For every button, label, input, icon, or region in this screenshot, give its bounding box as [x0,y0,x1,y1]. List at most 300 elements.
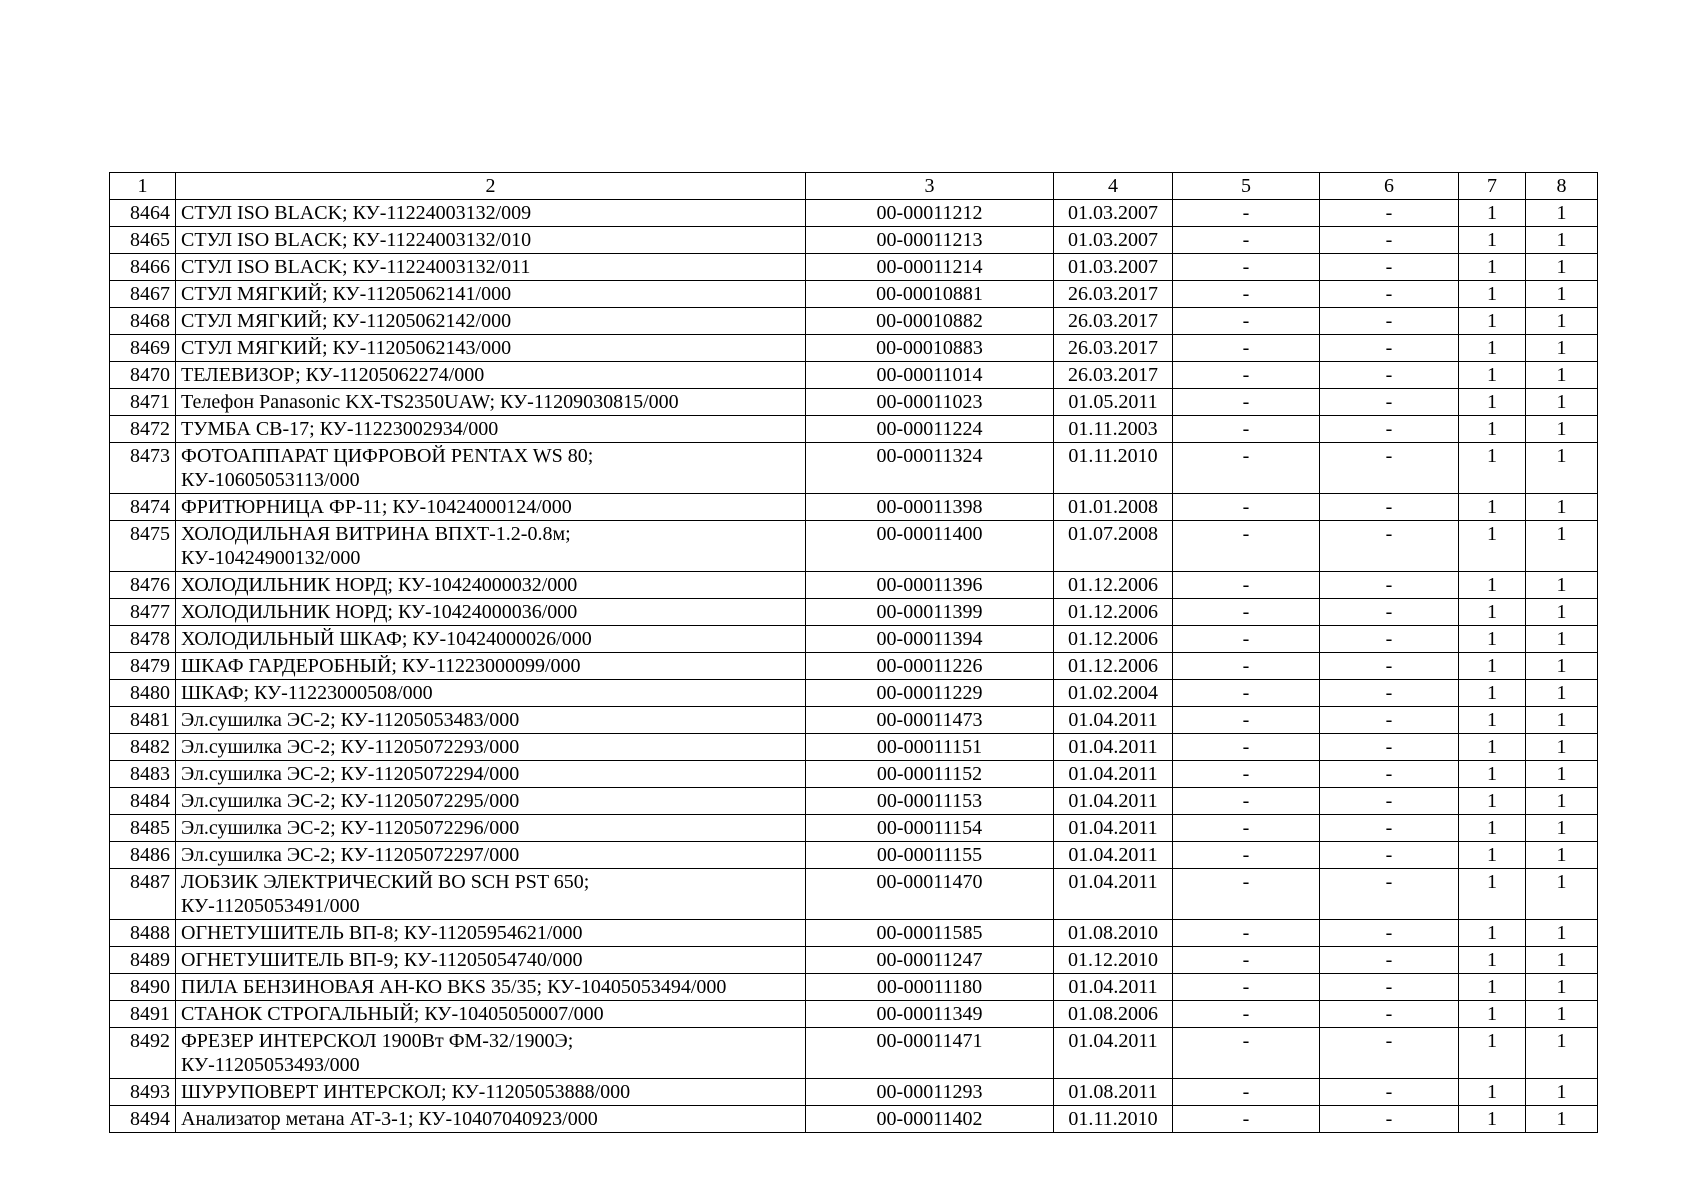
column-7-cell: 1 [1459,389,1526,416]
item-name-line: КУ-11205053493/000 [181,1054,360,1076]
column-5-cell: - [1173,920,1320,947]
date-cell: 01.08.2011 [1054,1079,1173,1106]
column-header-1: 1 [110,173,176,200]
column-8-cell: 1 [1526,335,1598,362]
item-name-line: ХОЛОДИЛЬНЫЙ ШКАФ; КУ-10424000026/000 [181,628,592,650]
item-name-line: Телефон Panasonic KX-TS2350UAW; КУ-11209030815/000 [181,391,679,413]
item-name-line: СТАНОК СТРОГАЛЬНЫЙ; КУ-10405050007/000 [181,1003,604,1025]
column-7-cell: 1 [1459,974,1526,1001]
date-cell: 01.11.2010 [1054,443,1173,494]
column-6-cell: - [1320,254,1459,281]
header-row [110,173,1598,200]
table-row [110,599,1598,626]
column-7-cell: 1 [1459,761,1526,788]
item-name-cell [176,707,806,734]
column-6-cell: - [1320,947,1459,974]
row-number-cell: 8479 [110,653,176,680]
column-7-cell: 1 [1459,869,1526,920]
date-cell: 01.04.2011 [1054,761,1173,788]
table-row [110,1028,1598,1079]
date-cell: 01.12.2010 [1054,947,1173,974]
item-name-line: ОГНЕТУШИТЕЛЬ ВП-9; КУ-11205054740/000 [181,949,583,971]
column-7-cell: 1 [1459,788,1526,815]
item-name-line: СТУЛ МЯГКИЙ; КУ-11205062143/000 [181,337,512,359]
item-name-line: КУ-10605053113/000 [181,469,360,491]
column-6-cell: - [1320,416,1459,443]
date-cell: 01.04.2011 [1054,1028,1173,1079]
column-8-cell: 1 [1526,653,1598,680]
table-body [110,200,1598,1133]
inventory-code-cell: 00-00011324 [806,443,1054,494]
row-number-cell: 8477 [110,599,176,626]
inventory-code-cell: 00-00011224 [806,416,1054,443]
inventory-code-cell: 00-00011152 [806,761,1054,788]
table-row [110,254,1598,281]
column-5-cell: - [1173,281,1320,308]
column-header-7: 7 [1459,173,1526,200]
item-name-cell [176,626,806,653]
table-row [110,200,1598,227]
row-number-cell: 8473 [110,443,176,494]
inventory-code-cell: 00-00011212 [806,200,1054,227]
column-5-cell: - [1173,869,1320,920]
item-name-line: СТУЛ МЯГКИЙ; КУ-11205062142/000 [181,310,512,332]
column-5-cell: - [1173,761,1320,788]
table-row [110,227,1598,254]
table-row [110,626,1598,653]
column-8-cell: 1 [1526,815,1598,842]
column-header-4: 4 [1054,173,1173,200]
inventory-code-cell: 00-00011154 [806,815,1054,842]
date-cell: 01.05.2011 [1054,389,1173,416]
table-row [110,788,1598,815]
column-5-cell: - [1173,200,1320,227]
column-8-cell: 1 [1526,416,1598,443]
column-6-cell: - [1320,626,1459,653]
column-header-5: 5 [1173,173,1320,200]
date-cell: 26.03.2017 [1054,281,1173,308]
column-6-cell: - [1320,842,1459,869]
item-name-line: Эл.сушилка ЭС-2; КУ-11205072296/000 [181,817,520,839]
item-name-line: Эл.сушилка ЭС-2; КУ-11205072295/000 [181,790,520,812]
column-8-cell: 1 [1526,947,1598,974]
date-cell: 01.12.2006 [1054,572,1173,599]
item-name-line: Эл.сушилка ЭС-2; КУ-11205072297/000 [181,844,520,866]
column-8-cell: 1 [1526,281,1598,308]
item-name-line: СТУЛ ISO BLACK; КУ-11224003132/010 [181,229,532,251]
row-number-cell: 8493 [110,1079,176,1106]
inventory-code-cell: 00-00010881 [806,281,1054,308]
column-7-cell: 1 [1459,362,1526,389]
table-row [110,869,1598,920]
item-name-cell [176,254,806,281]
column-6-cell: - [1320,1079,1459,1106]
item-name-line: ФОТОАППАРАТ ЦИФРОВОЙ PENTAX WS 80; [181,445,594,467]
column-8-cell: 1 [1526,572,1598,599]
item-name-cell [176,842,806,869]
inventory-code-cell: 00-00011470 [806,869,1054,920]
column-7-cell: 1 [1459,521,1526,572]
column-6-cell: - [1320,869,1459,920]
table-row [110,947,1598,974]
table-row [110,815,1598,842]
column-8-cell: 1 [1526,362,1598,389]
inventory-code-cell: 00-00011226 [806,653,1054,680]
inventory-code-cell: 00-00011229 [806,680,1054,707]
item-name-line: ФРЕЗЕР ИНТЕРСКОЛ 1900Вт ФМ-32/1900Э; [181,1030,574,1052]
column-8-cell: 1 [1526,869,1598,920]
item-name-line: ЛОБЗИК ЭЛЕКТРИЧЕСКИЙ BO SCH PST 650; [181,871,590,893]
item-name-cell [176,599,806,626]
column-8-cell: 1 [1526,974,1598,1001]
inventory-code-cell: 00-00011180 [806,974,1054,1001]
column-6-cell: - [1320,389,1459,416]
inventory-code-cell: 00-00011151 [806,734,1054,761]
inventory-code-cell: 00-00011585 [806,920,1054,947]
column-8-cell: 1 [1526,254,1598,281]
column-6-cell: - [1320,734,1459,761]
item-name-line: Анализатор метана АТ-3-1; КУ-10407040923/000 [181,1108,598,1130]
item-name-cell [176,362,806,389]
column-8-cell: 1 [1526,1001,1598,1028]
column-6-cell: - [1320,1028,1459,1079]
column-6-cell: - [1320,599,1459,626]
column-8-cell: 1 [1526,227,1598,254]
column-6-cell: - [1320,308,1459,335]
item-name-line: КУ-10424900132/000 [181,547,361,569]
column-5-cell: - [1173,1028,1320,1079]
column-8-cell: 1 [1526,1028,1598,1079]
item-name-line: ПИЛА БЕНЗИНОВАЯ АН-КО BKS 35/35; КУ-10405053494/000 [181,976,727,998]
item-name-cell [176,1079,806,1106]
item-name-cell [176,815,806,842]
item-name-cell [176,947,806,974]
column-6-cell: - [1320,653,1459,680]
column-8-cell: 1 [1526,734,1598,761]
row-number-cell: 8489 [110,947,176,974]
column-5-cell: - [1173,707,1320,734]
column-7-cell: 1 [1459,335,1526,362]
column-5-cell: - [1173,308,1320,335]
column-5-cell: - [1173,815,1320,842]
column-8-cell: 1 [1526,788,1598,815]
column-6-cell: - [1320,335,1459,362]
column-8-cell: 1 [1526,707,1598,734]
column-8-cell: 1 [1526,842,1598,869]
column-7-cell: 1 [1459,443,1526,494]
column-5-cell: - [1173,362,1320,389]
item-name-cell [176,443,806,494]
column-5-cell: - [1173,680,1320,707]
row-number-cell: 8484 [110,788,176,815]
row-number-cell: 8490 [110,974,176,1001]
column-7-cell: 1 [1459,200,1526,227]
row-number-cell: 8483 [110,761,176,788]
item-name-line: ТУМБА СВ-17; КУ-11223002934/000 [181,418,499,440]
date-cell: 26.03.2017 [1054,308,1173,335]
table-row [110,521,1598,572]
table-row [110,335,1598,362]
row-number-cell: 8466 [110,254,176,281]
column-7-cell: 1 [1459,572,1526,599]
column-6-cell: - [1320,200,1459,227]
row-number-cell: 8480 [110,680,176,707]
column-5-cell: - [1173,1079,1320,1106]
column-8-cell: 1 [1526,680,1598,707]
date-cell: 01.12.2006 [1054,626,1173,653]
column-5-cell: - [1173,443,1320,494]
item-name-cell [176,1106,806,1133]
item-name-line: ХОЛОДИЛЬНАЯ ВИТРИНА ВПХТ-1.2-0.8м; [181,523,571,545]
inventory-code-cell: 00-00011396 [806,572,1054,599]
date-cell: 01.02.2004 [1054,680,1173,707]
column-7-cell: 1 [1459,1079,1526,1106]
inventory-code-cell: 00-00011023 [806,389,1054,416]
table-row [110,680,1598,707]
table-row [110,974,1598,1001]
column-5-cell: - [1173,788,1320,815]
date-cell: 01.04.2011 [1054,974,1173,1001]
date-cell: 01.03.2007 [1054,200,1173,227]
date-cell: 01.11.2010 [1054,1106,1173,1133]
inventory-code-cell: 00-00011247 [806,947,1054,974]
inventory-code-cell: 00-00011349 [806,1001,1054,1028]
item-name-cell [176,1028,806,1079]
row-number-cell: 8472 [110,416,176,443]
column-8-cell: 1 [1526,494,1598,521]
item-name-cell [176,920,806,947]
row-number-cell: 8485 [110,815,176,842]
column-7-cell: 1 [1459,815,1526,842]
item-name-cell [176,521,806,572]
date-cell: 01.12.2006 [1054,599,1173,626]
inventory-code-cell: 00-00011213 [806,227,1054,254]
column-5-cell: - [1173,1106,1320,1133]
column-5-cell: - [1173,1001,1320,1028]
column-8-cell: 1 [1526,200,1598,227]
column-8-cell: 1 [1526,761,1598,788]
table-row [110,1001,1598,1028]
row-number-cell: 8475 [110,521,176,572]
date-cell: 26.03.2017 [1054,362,1173,389]
row-number-cell: 8482 [110,734,176,761]
table-row [110,842,1598,869]
row-number-cell: 8471 [110,389,176,416]
item-name-line: СТУЛ ISO BLACK; КУ-11224003132/011 [181,256,531,278]
date-cell: 01.04.2011 [1054,815,1173,842]
column-5-cell: - [1173,947,1320,974]
inventory-code-cell: 00-00011398 [806,494,1054,521]
table-row [110,572,1598,599]
row-number-cell: 8488 [110,920,176,947]
column-6-cell: - [1320,362,1459,389]
column-7-cell: 1 [1459,254,1526,281]
column-7-cell: 1 [1459,599,1526,626]
item-name-cell [176,788,806,815]
inventory-code-cell: 00-00011214 [806,254,1054,281]
column-8-cell: 1 [1526,308,1598,335]
date-cell: 01.03.2007 [1054,227,1173,254]
item-name-line: ШКАФ ГАРДЕРОБНЫЙ; КУ-11223000099/000 [181,655,581,677]
inventory-code-cell: 00-00011471 [806,1028,1054,1079]
column-5-cell: - [1173,494,1320,521]
column-header-3: 3 [806,173,1054,200]
item-name-line: СТУЛ ISO BLACK; КУ-11224003132/009 [181,202,532,224]
item-name-line: КУ-11205053491/000 [181,895,360,917]
item-name-cell [176,1001,806,1028]
row-number-cell: 8478 [110,626,176,653]
date-cell: 01.04.2011 [1054,869,1173,920]
inventory-code-cell: 00-00011153 [806,788,1054,815]
column-7-cell: 1 [1459,1028,1526,1079]
column-6-cell: - [1320,788,1459,815]
table-row [110,308,1598,335]
item-name-line: СТУЛ МЯГКИЙ; КУ-11205062141/000 [181,283,512,305]
date-cell: 01.11.2003 [1054,416,1173,443]
table-row [110,362,1598,389]
item-name-cell [176,281,806,308]
item-name-cell [176,227,806,254]
date-cell: 01.04.2011 [1054,734,1173,761]
column-6-cell: - [1320,707,1459,734]
column-7-cell: 1 [1459,947,1526,974]
inventory-code-cell: 00-00011155 [806,842,1054,869]
item-name-line: ХОЛОДИЛЬНИК НОРД; КУ-10424000036/000 [181,601,578,623]
column-header-2: 2 [176,173,806,200]
column-8-cell: 1 [1526,1106,1598,1133]
date-cell: 01.04.2011 [1054,707,1173,734]
table-row [110,707,1598,734]
item-name-line: ШКАФ; КУ-11223000508/000 [181,682,433,704]
item-name-cell [176,308,806,335]
date-cell: 01.08.2006 [1054,1001,1173,1028]
column-5-cell: - [1173,653,1320,680]
inventory-code-cell: 00-00011293 [806,1079,1054,1106]
column-6-cell: - [1320,1001,1459,1028]
table-row [110,761,1598,788]
row-number-cell: 8486 [110,842,176,869]
table-row [110,734,1598,761]
column-8-cell: 1 [1526,443,1598,494]
item-name-line: ШУРУПОВЕРТ ИНТЕРСКОЛ; КУ-11205053888/000 [181,1081,631,1103]
row-number-cell: 8474 [110,494,176,521]
date-cell: 01.08.2010 [1054,920,1173,947]
item-name-cell [176,653,806,680]
column-5-cell: - [1173,734,1320,761]
item-name-cell [176,494,806,521]
column-7-cell: 1 [1459,842,1526,869]
inventory-table [109,172,1598,1133]
column-header-8: 8 [1526,173,1598,200]
column-8-cell: 1 [1526,1079,1598,1106]
table-row [110,920,1598,947]
inventory-code-cell: 00-00011394 [806,626,1054,653]
column-6-cell: - [1320,281,1459,308]
item-name-cell [176,680,806,707]
row-number-cell: 8494 [110,1106,176,1133]
column-7-cell: 1 [1459,920,1526,947]
item-name-cell [176,572,806,599]
row-number-cell: 8464 [110,200,176,227]
inventory-code-cell: 00-00011399 [806,599,1054,626]
column-6-cell: - [1320,920,1459,947]
table-row [110,443,1598,494]
date-cell: 01.01.2008 [1054,494,1173,521]
row-number-cell: 8467 [110,281,176,308]
date-cell: 01.04.2011 [1054,788,1173,815]
column-5-cell: - [1173,335,1320,362]
column-8-cell: 1 [1526,389,1598,416]
column-6-cell: - [1320,521,1459,572]
column-5-cell: - [1173,842,1320,869]
inventory-code-cell: 00-00011473 [806,707,1054,734]
column-7-cell: 1 [1459,626,1526,653]
column-8-cell: 1 [1526,626,1598,653]
column-7-cell: 1 [1459,416,1526,443]
row-number-cell: 8481 [110,707,176,734]
column-8-cell: 1 [1526,920,1598,947]
table-row [110,1079,1598,1106]
item-name-cell [176,416,806,443]
column-7-cell: 1 [1459,1001,1526,1028]
column-6-cell: - [1320,572,1459,599]
inventory-code-cell: 00-00011014 [806,362,1054,389]
table-row [110,389,1598,416]
column-5-cell: - [1173,416,1320,443]
row-number-cell: 8487 [110,869,176,920]
column-6-cell: - [1320,443,1459,494]
column-7-cell: 1 [1459,227,1526,254]
column-header-6: 6 [1320,173,1459,200]
column-6-cell: - [1320,227,1459,254]
inventory-code-cell: 00-00011402 [806,1106,1054,1133]
row-number-cell: 8469 [110,335,176,362]
item-name-cell [176,761,806,788]
item-name-cell [176,335,806,362]
date-cell: 26.03.2017 [1054,335,1173,362]
column-7-cell: 1 [1459,308,1526,335]
row-number-cell: 8476 [110,572,176,599]
column-7-cell: 1 [1459,1106,1526,1133]
date-cell: 01.12.2006 [1054,653,1173,680]
column-6-cell: - [1320,680,1459,707]
date-cell: 01.04.2011 [1054,842,1173,869]
column-7-cell: 1 [1459,707,1526,734]
table-row [110,281,1598,308]
item-name-line: Эл.сушилка ЭС-2; КУ-11205072294/000 [181,763,520,785]
table-row [110,653,1598,680]
column-6-cell: - [1320,815,1459,842]
column-6-cell: - [1320,974,1459,1001]
column-7-cell: 1 [1459,680,1526,707]
date-cell: 01.07.2008 [1054,521,1173,572]
row-number-cell: 8492 [110,1028,176,1079]
item-name-line: ТЕЛЕВИЗОР; КУ-11205062274/000 [181,364,485,386]
item-name-cell [176,734,806,761]
column-5-cell: - [1173,626,1320,653]
inventory-code-cell: 00-00010883 [806,335,1054,362]
item-name-line: ФРИТЮРНИЦА ФР-11; КУ-10424000124/000 [181,496,572,518]
item-name-cell [176,869,806,920]
column-7-cell: 1 [1459,734,1526,761]
column-7-cell: 1 [1459,494,1526,521]
column-5-cell: - [1173,389,1320,416]
table-row [110,494,1598,521]
item-name-line: Эл.сушилка ЭС-2; КУ-11205072293/000 [181,736,520,758]
row-number-cell: 8468 [110,308,176,335]
inventory-code-cell: 00-00010882 [806,308,1054,335]
row-number-cell: 8470 [110,362,176,389]
